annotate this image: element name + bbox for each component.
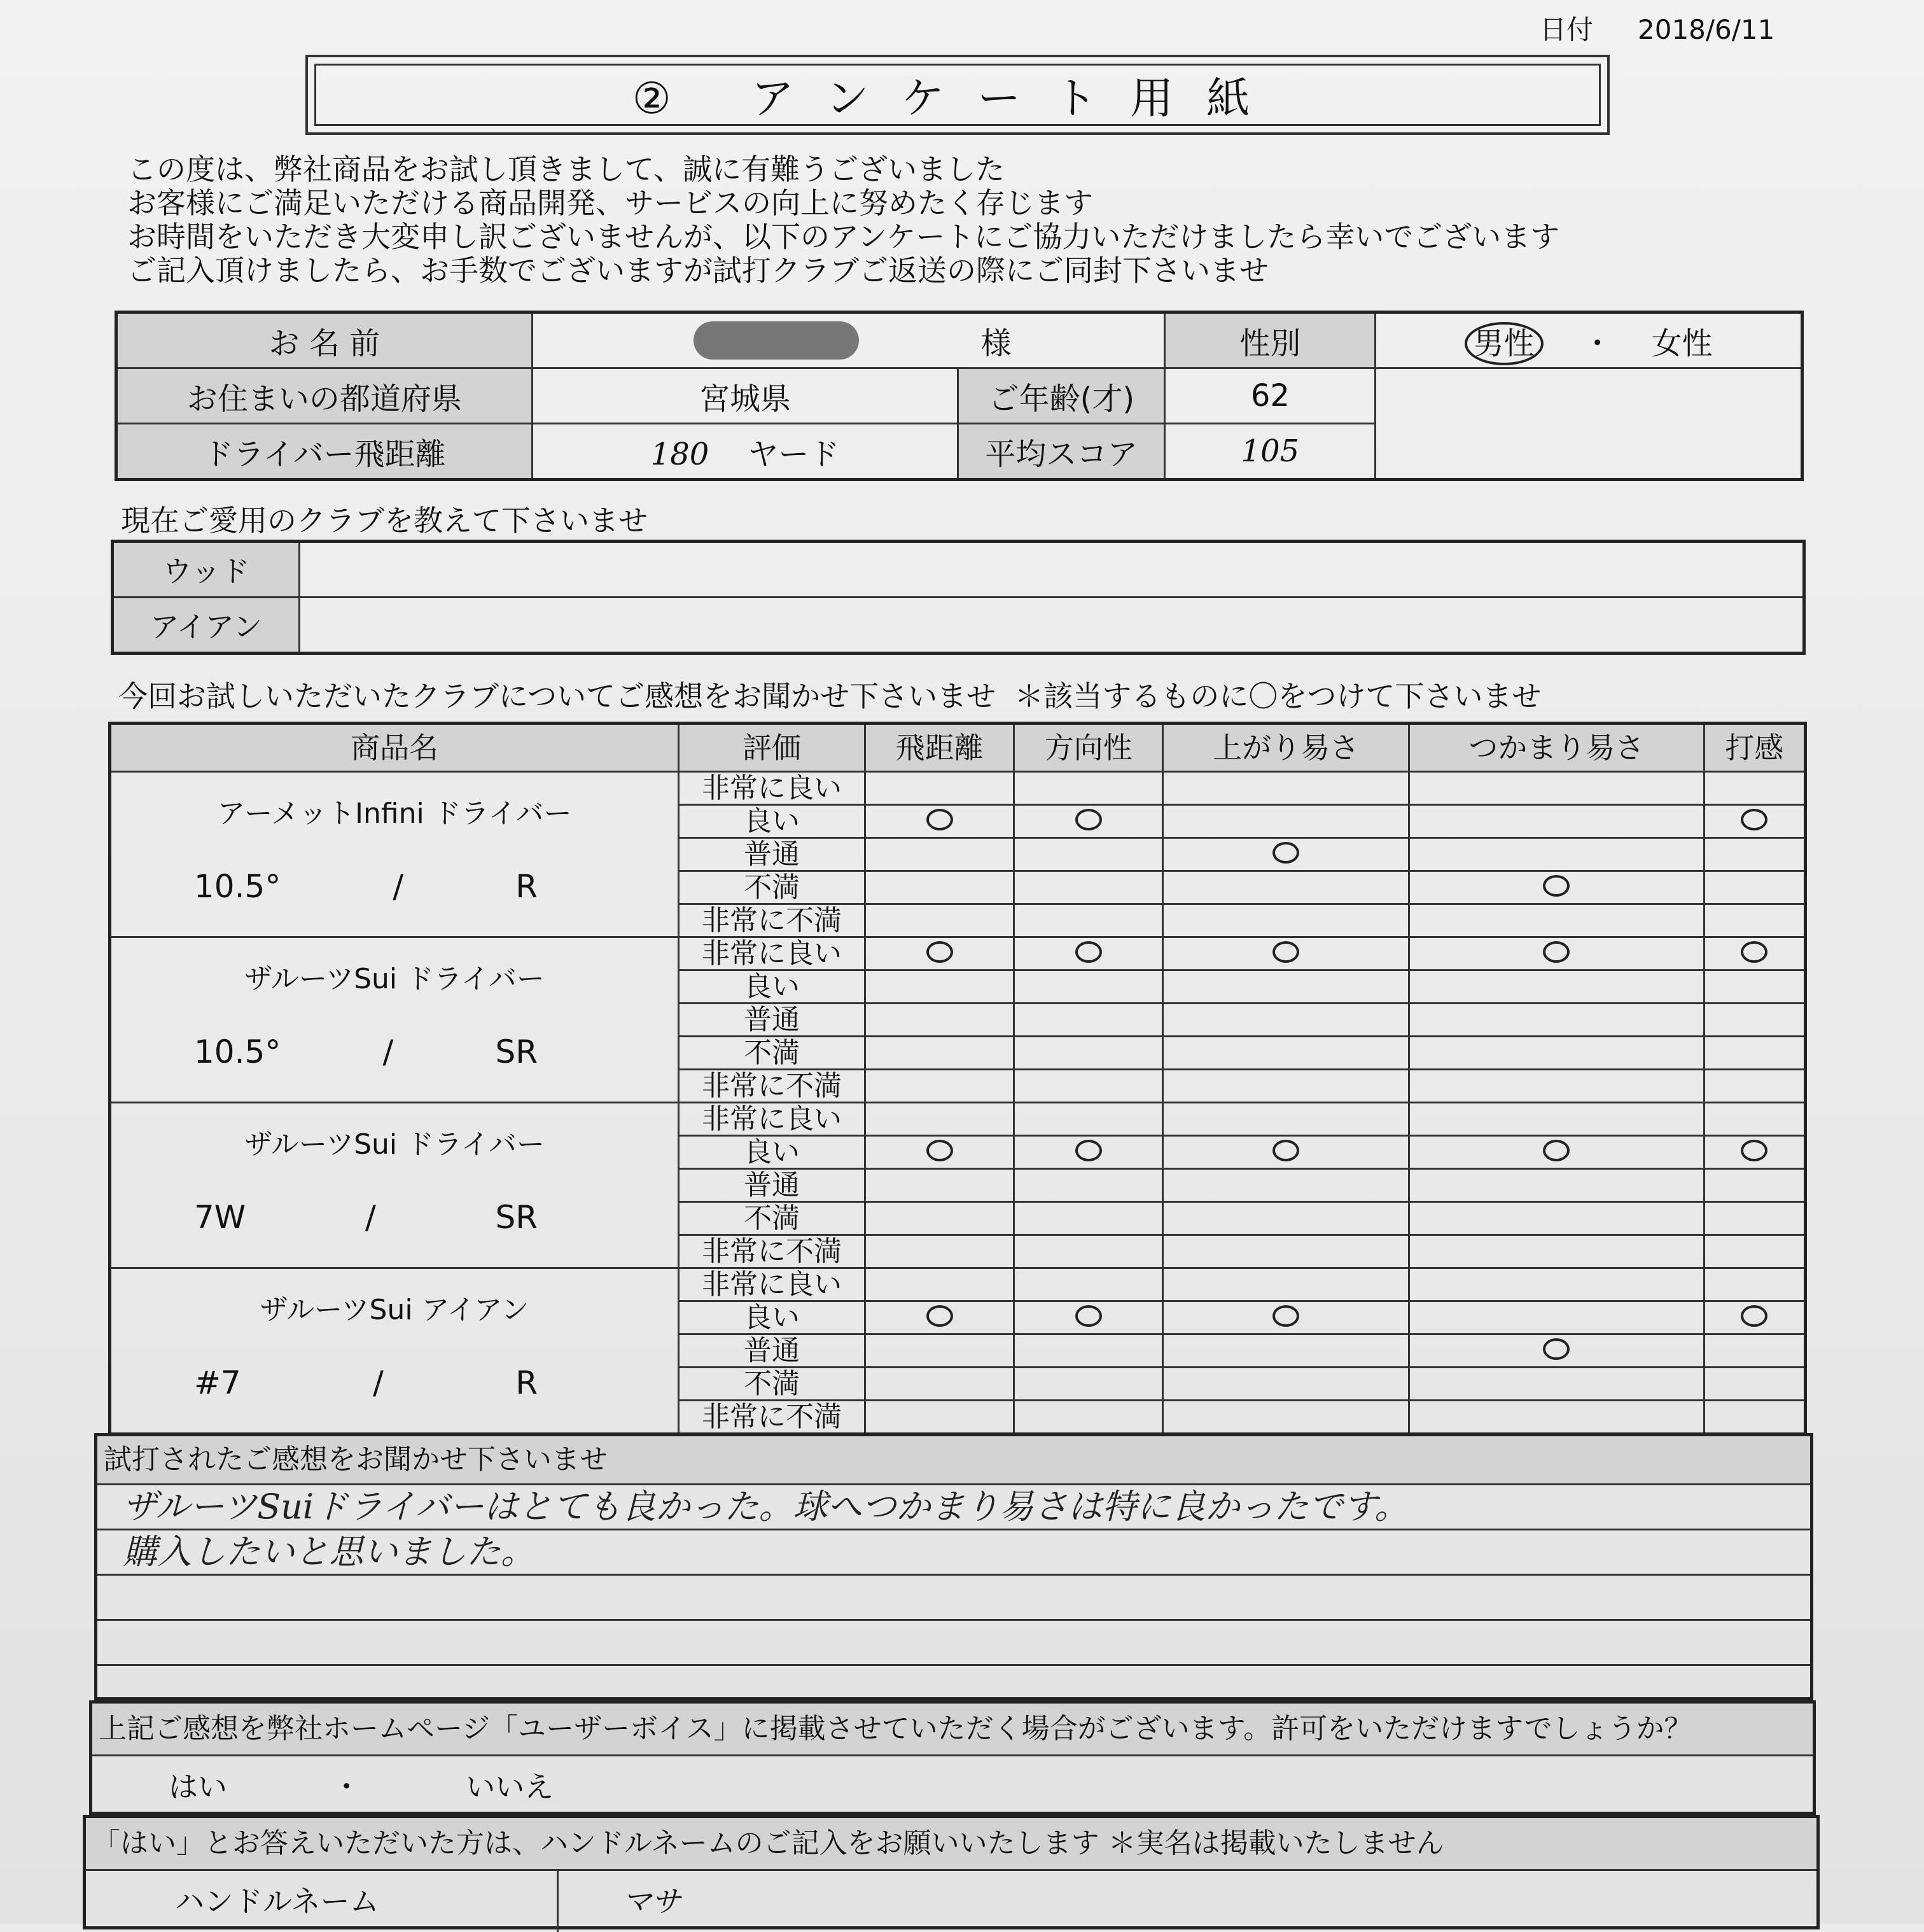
rating-level: 良い: [679, 1301, 865, 1334]
circle-mark-icon: [1741, 809, 1767, 830]
rating-cell[interactable]: [1163, 904, 1409, 937]
circle-mark-icon: [1272, 1140, 1299, 1161]
rating-level: 普通: [679, 1169, 865, 1202]
rating-row: [110, 1268, 1806, 1301]
comment-line[interactable]: [97, 1621, 1810, 1666]
distance-field[interactable]: [532, 424, 958, 480]
rating-level: 不満: [679, 1037, 865, 1070]
eval-note: ＊該当するものに〇をつけて下さいませ: [1014, 679, 1542, 713]
rating-cell[interactable]: [1014, 1334, 1163, 1368]
circle-mark-icon: [926, 809, 953, 830]
rating-cell[interactable]: [1409, 1037, 1704, 1070]
handle-box: [83, 1815, 1820, 1929]
rating-cell[interactable]: [1014, 1169, 1163, 1202]
age-value[interactable]: 62: [1165, 368, 1376, 424]
rating-cell[interactable]: [865, 1070, 1014, 1103]
rating-cell[interactable]: [865, 871, 1014, 904]
rating-cell[interactable]: [1163, 1103, 1409, 1136]
product-sep: /: [373, 1364, 384, 1401]
rating-cell[interactable]: [1014, 1136, 1163, 1169]
circle-mark-icon: [926, 941, 953, 963]
rating-cell[interactable]: [865, 1401, 1014, 1434]
age-label: ご年齢(才): [958, 368, 1165, 424]
handle-heading: 「はい」とお答えいただいた方は、ハンドルネームのご記入をお願いいたします ＊実名は掲載いたしません: [86, 1818, 1816, 1871]
name-redaction: [694, 321, 859, 360]
rating-cell[interactable]: [1163, 1004, 1409, 1037]
date-field: [1540, 9, 1774, 47]
rating-row: [110, 772, 1806, 805]
rating-cell[interactable]: [1014, 1368, 1163, 1401]
iron-label: アイアン: [113, 598, 300, 654]
rating-cell[interactable]: [1409, 805, 1704, 838]
rating-cell[interactable]: [1014, 772, 1163, 805]
rating-cell[interactable]: [1704, 1235, 1805, 1268]
rating-cell[interactable]: [1163, 871, 1409, 904]
product-spec: [111, 1033, 678, 1070]
rating-cell[interactable]: [1409, 937, 1704, 970]
rating-cell[interactable]: [865, 1301, 1014, 1334]
rating-cell[interactable]: [1014, 1070, 1163, 1103]
rating-level: 非常に良い: [679, 1268, 865, 1301]
permission-heading: 上記ご感想を弊社ホームページ「ユーザーボイス」に掲載させていただく場合がございます。許可をいただけますでしょうか？: [92, 1704, 1813, 1756]
circle-mark-icon: [1075, 1305, 1102, 1327]
rating-cell[interactable]: [1163, 1037, 1409, 1070]
rating-cell[interactable]: [865, 1368, 1014, 1401]
product-name: アーメットInfini ドライバー: [217, 797, 572, 830]
circle-mark-icon: [1543, 1140, 1570, 1161]
rating-cell[interactable]: [1409, 970, 1704, 1004]
comment-line[interactable]: ザルーツSuiドライバーはとても良かった。球へつかまり易さは特に良かったです。: [97, 1485, 1810, 1530]
clubs-heading: 現在ご愛用のクラブを教えて下さいませ: [121, 503, 648, 538]
rating-cell[interactable]: [1409, 1202, 1704, 1235]
evaluation-table: [108, 722, 1807, 1436]
rating-row: [110, 1103, 1806, 1136]
iron-field[interactable]: [300, 598, 1804, 654]
rating-level: 不満: [679, 871, 865, 904]
rating-cell[interactable]: [1409, 1103, 1704, 1136]
product-cell: [110, 772, 679, 937]
permission-options: [92, 1756, 1813, 1817]
product-loft: #7: [194, 1364, 241, 1401]
rating-level: 非常に良い: [679, 937, 865, 970]
col-product: 商品名: [110, 724, 679, 772]
circle-mark-icon: [1272, 941, 1299, 963]
rating-level: 普通: [679, 1004, 865, 1037]
rating-cell[interactable]: [865, 970, 1014, 1004]
rating-cell[interactable]: [865, 1169, 1014, 1202]
rating-cell[interactable]: [865, 1136, 1014, 1169]
rating-cell[interactable]: [1704, 1202, 1805, 1235]
rating-cell[interactable]: [1409, 1004, 1704, 1037]
rating-cell[interactable]: [1163, 805, 1409, 838]
product-sep: /: [393, 868, 404, 905]
product-loft: 7W: [194, 1199, 246, 1236]
rating-cell[interactable]: [1014, 1004, 1163, 1037]
rating-row: [110, 937, 1806, 970]
rating-cell[interactable]: [865, 1334, 1014, 1368]
intro-line: お客様にご満足いただける商品開発、サービスの向上に努めたく存じます: [127, 186, 1093, 220]
rating-level: 普通: [679, 1334, 865, 1368]
rating-cell[interactable]: [1704, 805, 1805, 838]
rating-cell[interactable]: [1163, 1334, 1409, 1368]
circle-mark-icon: [1543, 941, 1570, 963]
col-criterion: 上がり易さ: [1163, 724, 1409, 772]
wood-label: ウッド: [113, 542, 300, 598]
rating-cell[interactable]: [1163, 1301, 1409, 1334]
rating-cell[interactable]: [1163, 838, 1409, 871]
rating-cell[interactable]: [1014, 1235, 1163, 1268]
rating-level: 良い: [679, 970, 865, 1004]
intro-text: [127, 153, 1559, 288]
rating-cell[interactable]: [1163, 1235, 1409, 1268]
rating-cell[interactable]: [1409, 1169, 1704, 1202]
permission-box: [89, 1700, 1816, 1815]
rating-cell[interactable]: [1409, 1136, 1704, 1169]
handle-label: ハンドルネーム: [86, 1871, 559, 1932]
eval-heading: 今回お試しいただいたクラブについてご感想をお聞かせ下さいませ: [118, 679, 996, 713]
intro-line: お時間をいただき大変申し訳ございませんが、以下のアンケートにご協力いただけましたら幸いでございます: [127, 220, 1560, 254]
rating-cell[interactable]: [1163, 772, 1409, 805]
rating-cell[interactable]: [1704, 1070, 1805, 1103]
rating-cell[interactable]: [1704, 871, 1805, 904]
wood-field[interactable]: [300, 542, 1804, 598]
rating-cell[interactable]: [1704, 838, 1805, 871]
gender-male: 男性: [1465, 322, 1544, 365]
product-cell: [110, 1268, 679, 1434]
rating-level: 非常に不満: [679, 1070, 865, 1103]
circle-mark-icon: [1075, 1140, 1102, 1161]
rating-cell[interactable]: [1409, 772, 1704, 805]
intro-line: この度は、弊社商品をお試し頂きまして、誠に有難うございました: [127, 152, 1005, 186]
comment-heading: 試打されたご感想をお聞かせ下さいませ: [97, 1436, 1810, 1485]
rating-cell[interactable]: [1163, 970, 1409, 1004]
rating-cell[interactable]: [1014, 1401, 1163, 1434]
distance-unit: ヤード: [748, 436, 840, 472]
score-label: 平均スコア: [958, 424, 1165, 480]
rating-cell[interactable]: [1014, 970, 1163, 1004]
rating-level: 良い: [679, 805, 865, 838]
rating-cell[interactable]: [1704, 1368, 1805, 1401]
rating-cell[interactable]: [1163, 1202, 1409, 1235]
rating-cell[interactable]: [1409, 1070, 1704, 1103]
product-cell: [110, 937, 679, 1103]
circle-mark-icon: [1272, 842, 1299, 864]
clubs-table: [111, 540, 1806, 655]
page-title: ② アンケート用紙: [314, 64, 1601, 126]
rating-cell[interactable]: [1704, 772, 1805, 805]
product-spec: [111, 1199, 678, 1236]
rating-cell[interactable]: [1014, 1037, 1163, 1070]
rating-cell[interactable]: [1014, 904, 1163, 937]
product-name: ザルーツSui ドライバー: [244, 1128, 545, 1161]
rating-cell[interactable]: [1704, 1301, 1805, 1334]
handle-value[interactable]: マサ: [622, 1884, 681, 1919]
rating-cell[interactable]: [1409, 838, 1704, 871]
rating-cell[interactable]: [1014, 937, 1163, 970]
gender-sep: ・: [1582, 325, 1613, 361]
date-label: 日付: [1540, 14, 1594, 45]
rating-level: 不満: [679, 1202, 865, 1235]
rating-cell[interactable]: [1409, 1334, 1704, 1368]
circle-mark-icon: [1741, 1305, 1767, 1327]
rating-cell[interactable]: [1704, 1136, 1805, 1169]
rating-level: 非常に良い: [679, 772, 865, 805]
rating-cell[interactable]: [1014, 1103, 1163, 1136]
rating-cell[interactable]: [1704, 1268, 1805, 1301]
product-flex: R: [515, 1364, 538, 1401]
product-sep: /: [382, 1033, 394, 1070]
rating-level: 良い: [679, 1136, 865, 1169]
col-criterion: 飛距離: [865, 724, 1014, 772]
rating-cell[interactable]: [1704, 970, 1805, 1004]
rating-cell[interactable]: [865, 1004, 1014, 1037]
rating-cell[interactable]: [1704, 1037, 1805, 1070]
rating-cell[interactable]: [1163, 1136, 1409, 1169]
product-flex: R: [515, 868, 538, 905]
col-criterion: つかまり易さ: [1409, 724, 1704, 772]
eval-heading-line: [118, 673, 1541, 715]
rating-cell[interactable]: [1014, 1268, 1163, 1301]
col-rating: 評価: [679, 724, 865, 772]
product-cell: [110, 1103, 679, 1268]
comment-line[interactable]: 購入したいと思いました。: [97, 1530, 1810, 1576]
rating-level: 非常に不満: [679, 904, 865, 937]
rating-cell[interactable]: [865, 1202, 1014, 1235]
rating-cell[interactable]: [1014, 1202, 1163, 1235]
rating-cell[interactable]: [865, 1103, 1014, 1136]
product-name: ザルーツSui ドライバー: [244, 963, 545, 995]
product-spec: [111, 1364, 678, 1401]
rating-cell[interactable]: [1014, 838, 1163, 871]
title-box: [305, 55, 1610, 135]
rating-cell[interactable]: [1704, 1334, 1805, 1368]
rating-cell[interactable]: [1704, 1103, 1805, 1136]
rating-cell[interactable]: [1163, 1169, 1409, 1202]
rating-cell[interactable]: [1409, 871, 1704, 904]
rating-level: 非常に不満: [679, 1401, 865, 1434]
rating-cell[interactable]: [865, 1037, 1014, 1070]
product-flex: SR: [495, 1199, 538, 1236]
comment-line[interactable]: [97, 1576, 1810, 1621]
circle-mark-icon: [1075, 941, 1102, 963]
rating-level: 非常に良い: [679, 1103, 865, 1136]
distance-value: 180: [650, 436, 709, 472]
rating-cell[interactable]: [1163, 1368, 1409, 1401]
profile-table: [115, 311, 1804, 481]
product-spec: [111, 868, 678, 905]
rating-cell[interactable]: [1409, 1368, 1704, 1401]
product-sep: /: [365, 1199, 376, 1236]
pref-value[interactable]: 宮城県: [532, 368, 958, 424]
rating-cell[interactable]: [865, 805, 1014, 838]
rating-level: 非常に不満: [679, 1235, 865, 1268]
comment-box: [94, 1433, 1813, 1700]
rating-cell[interactable]: [865, 937, 1014, 970]
option-sep: ・: [331, 1770, 361, 1804]
rating-cell[interactable]: [1014, 1301, 1163, 1334]
product-flex: SR: [495, 1033, 538, 1070]
circle-mark-icon: [926, 1140, 953, 1161]
rating-cell[interactable]: [865, 1235, 1014, 1268]
circle-mark-icon: [1741, 1140, 1767, 1161]
option-yes[interactable]: はい: [169, 1770, 227, 1804]
circle-mark-icon: [1075, 809, 1102, 830]
col-criterion: 打感: [1704, 724, 1805, 772]
rating-cell[interactable]: [1163, 1070, 1409, 1103]
rating-cell[interactable]: [865, 1268, 1014, 1301]
rating-cell[interactable]: [1704, 1401, 1805, 1434]
col-criterion: 方向性: [1014, 724, 1163, 772]
gender-field[interactable]: [1376, 312, 1802, 368]
rating-cell[interactable]: [865, 838, 1014, 871]
rating-cell[interactable]: [1163, 1268, 1409, 1301]
rating-cell[interactable]: [1704, 1004, 1805, 1037]
rating-cell[interactable]: [1409, 1301, 1704, 1334]
rating-cell[interactable]: [1704, 937, 1805, 970]
distance-label: ドライバー飛距離: [116, 424, 533, 480]
option-no[interactable]: いいえ: [466, 1770, 554, 1804]
rating-cell[interactable]: [1014, 805, 1163, 838]
rating-cell[interactable]: [1163, 937, 1409, 970]
gender-label: 性別: [1165, 312, 1376, 368]
rating-cell[interactable]: [1409, 1401, 1704, 1434]
handle-row: [86, 1871, 1816, 1932]
gender-female: 女性: [1651, 325, 1713, 361]
date-value: 2018/6/11: [1638, 14, 1775, 45]
rating-cell[interactable]: [1163, 1401, 1409, 1434]
circle-mark-icon: [1543, 1338, 1570, 1360]
rating-cell[interactable]: [1704, 1169, 1805, 1202]
blank-cell: [1376, 368, 1802, 480]
name-suffix: 様: [980, 325, 1012, 361]
pref-label: お住まいの都道府県: [116, 368, 533, 424]
rating-cell[interactable]: [1409, 1235, 1704, 1268]
rating-level: 不満: [679, 1368, 865, 1401]
product-loft: 10.5°: [194, 1033, 281, 1070]
product-name: ザルーツSui アイアン: [260, 1294, 529, 1326]
rating-level: 普通: [679, 838, 865, 871]
rating-cell[interactable]: [1704, 904, 1805, 937]
circle-mark-icon: [1741, 941, 1767, 963]
circle-mark-icon: [1543, 875, 1570, 897]
rating-cell[interactable]: [1409, 1268, 1704, 1301]
score-value[interactable]: 105: [1165, 424, 1376, 480]
rating-cell[interactable]: [865, 772, 1014, 805]
product-loft: 10.5°: [194, 868, 281, 905]
rating-cell[interactable]: [1409, 904, 1704, 937]
rating-cell[interactable]: [1014, 871, 1163, 904]
name-label: お 名 前: [116, 312, 533, 368]
circle-mark-icon: [1272, 1305, 1299, 1327]
intro-line: ご記入頂けましたら、お手数でございますが試打クラブご返送の際にご同封下さいませ: [127, 253, 1269, 288]
circle-mark-icon: [926, 1305, 953, 1327]
rating-cell[interactable]: [865, 904, 1014, 937]
